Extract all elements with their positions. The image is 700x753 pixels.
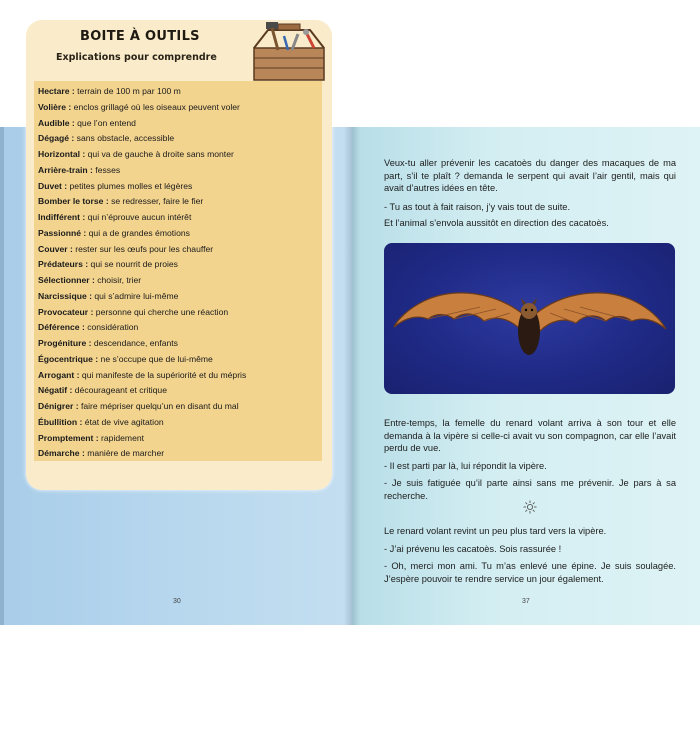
- glossary-definition: terrain de 100 m par 100 m: [74, 86, 181, 96]
- toolbox-icon: [248, 18, 330, 84]
- glossary-definition: petites plumes molles et légères: [67, 180, 193, 191]
- glossary-definition: qui a de grandes émotions: [86, 227, 190, 238]
- right-page-number: 37: [522, 598, 530, 605]
- glossary-term: Hectare :: [38, 86, 75, 96]
- glossary-entry: [38, 131, 322, 147]
- glossary-term: Bomber le torse :: [38, 196, 109, 207]
- glossary-definition: qui va de gauche à droite sans monter: [85, 149, 234, 159]
- glossary-entry: [38, 147, 322, 163]
- card-subtitle: Explications pour comprendre: [56, 52, 217, 63]
- glossary-definition: qui s’admire lui-même: [91, 290, 179, 301]
- glossary-definition: faire mépriser quelqu’un en disant du mal: [78, 401, 239, 411]
- glossary-term: Audible :: [38, 117, 75, 128]
- card-title: BOITE À OUTILS: [80, 29, 200, 44]
- glossary-term: Arrogant :: [38, 369, 80, 380]
- glossary-definition: qui n’éprouve aucun intérêt: [85, 212, 192, 222]
- glossary-definition: rester sur les œufs pour les chauffer: [72, 243, 214, 254]
- story-paragraph: - Tu as tout à fait raison, j’y vais tout de suite.: [384, 202, 571, 212]
- story-paragraph: - Il est parti par là, lui répondit la vipère.: [384, 461, 547, 471]
- glossary-definition: descendance, enfants: [91, 338, 178, 348]
- glossary-term: Duvet :: [38, 180, 68, 191]
- story-paragraph: Le renard volant revint un peu plus tard vers la vipère.: [384, 526, 607, 536]
- glossary-term: Prédateurs :: [38, 259, 89, 270]
- glossary-entry: [38, 399, 322, 415]
- glossary-entry: [38, 368, 322, 384]
- glossary-term: Promptement :: [38, 432, 99, 443]
- glossary-entry: [38, 352, 322, 368]
- page-edge: [0, 127, 4, 625]
- left-page-number: 30: [173, 598, 181, 605]
- glossary-entry: [38, 336, 322, 352]
- glossary-term: Ébullition :: [38, 416, 83, 427]
- glossary-entry: [38, 226, 322, 242]
- glossary-term: Dégagé :: [38, 133, 75, 144]
- glossary-entry: [38, 273, 322, 289]
- book-gutter: [344, 127, 360, 625]
- glossary-entry: [38, 305, 322, 321]
- glossary-definition: qui se nourrit de proies: [88, 259, 178, 270]
- glossary-definition: état de vive agitation: [82, 416, 164, 427]
- glossary-entry: [38, 179, 322, 195]
- glossary-list: [38, 84, 322, 462]
- glossary-entry: [38, 242, 322, 258]
- glossary-term: Démarche :: [38, 448, 85, 459]
- glossary-term: Déférence :: [38, 322, 85, 333]
- sun-ornament-icon: [523, 500, 537, 514]
- glossary-definition: qui manifeste de la supériorité et du mépris: [79, 369, 247, 380]
- glossary-definition: rapidement: [98, 432, 145, 443]
- glossary-entry: [38, 446, 322, 462]
- glossary-term: Couver :: [38, 243, 73, 254]
- glossary-definition: choisir, trier: [94, 275, 142, 285]
- story-paragraph: Veux-tu aller prévenir les cacatoès du danger des macaques de ma part, s’il te plaît ? demanda le serpent qui avait l’air gentil, mais qui avait d’autres idées en tête.: [384, 158, 676, 193]
- glossary-term: Passionné :: [38, 227, 87, 238]
- glossary-entry: [38, 431, 322, 447]
- story-paragraph: - Je suis fatiguée qu’il parte ainsi sans me prévenir. Je pars à sa recherche.: [384, 478, 676, 501]
- glossary-definition: que l’on entend: [74, 117, 136, 128]
- story-paragraph: - J’ai prévenu les cacatoès. Sois rassurée !: [384, 544, 562, 554]
- glossary-definition: fesses: [92, 164, 121, 175]
- glossary-definition: enclos grillagé où les oiseaux peuvent voler: [71, 101, 240, 112]
- glossary-term: Dénigrer :: [38, 401, 79, 411]
- glossary-entry: [38, 383, 322, 399]
- glossary-entry: [38, 257, 322, 273]
- glossary-term: Progéniture :: [38, 338, 92, 348]
- story-paragraph: Et l’animal s’envola aussitôt en direction des cacatoès.: [384, 218, 609, 228]
- glossary-entry: [38, 194, 322, 210]
- glossary-entry: [38, 84, 322, 100]
- glossary-term: Horizontal :: [38, 149, 86, 159]
- glossary-entry: [38, 100, 322, 116]
- glossary-entry: [38, 320, 322, 336]
- glossary-term: Négatif :: [38, 385, 73, 396]
- glossary-term: Arrière-train :: [38, 164, 93, 175]
- story-paragraph: - Oh, merci mon ami. Tu m’as enlevé une épine. Je suis soulagée. J’espère pouvoir te rendre service un jour également.: [384, 561, 676, 584]
- glossary-definition: considération: [84, 322, 139, 333]
- glossary-definition: manière de marcher: [84, 448, 165, 459]
- glossary-term: Indifférent :: [38, 212, 86, 222]
- glossary-term: Narcissique :: [38, 290, 92, 301]
- glossary-entry: [38, 415, 322, 431]
- glossary-definition: personne qui cherche une réaction: [93, 306, 229, 317]
- glossary-definition: ne s’occupe que de lui-même: [98, 353, 213, 364]
- glossary-definition: décourageant et critique: [72, 385, 167, 396]
- glossary-entry: [38, 210, 322, 226]
- story-paragraph: Entre-temps, la femelle du renard volant arriva à son tour et elle demanda à la vipère si celle-ci avait vu son compagnon, car elle l’avait perdu de vue.: [384, 418, 676, 453]
- glossary-definition: se redresser, faire le fier: [108, 196, 204, 207]
- glossary-term: Égocentrique :: [38, 353, 99, 364]
- flying-fox-illustration: [384, 243, 675, 394]
- glossary-term: Sélectionner :: [38, 275, 95, 285]
- glossary-entry: [38, 289, 322, 305]
- glossary-entry: [38, 163, 322, 179]
- glossary-term: Volière :: [38, 101, 72, 112]
- glossary-term: Provocateur :: [38, 306, 94, 317]
- glossary-definition: sans obstacle, accessible: [74, 133, 175, 144]
- flying-fox-icon: [384, 243, 675, 394]
- glossary-entry: [38, 116, 322, 132]
